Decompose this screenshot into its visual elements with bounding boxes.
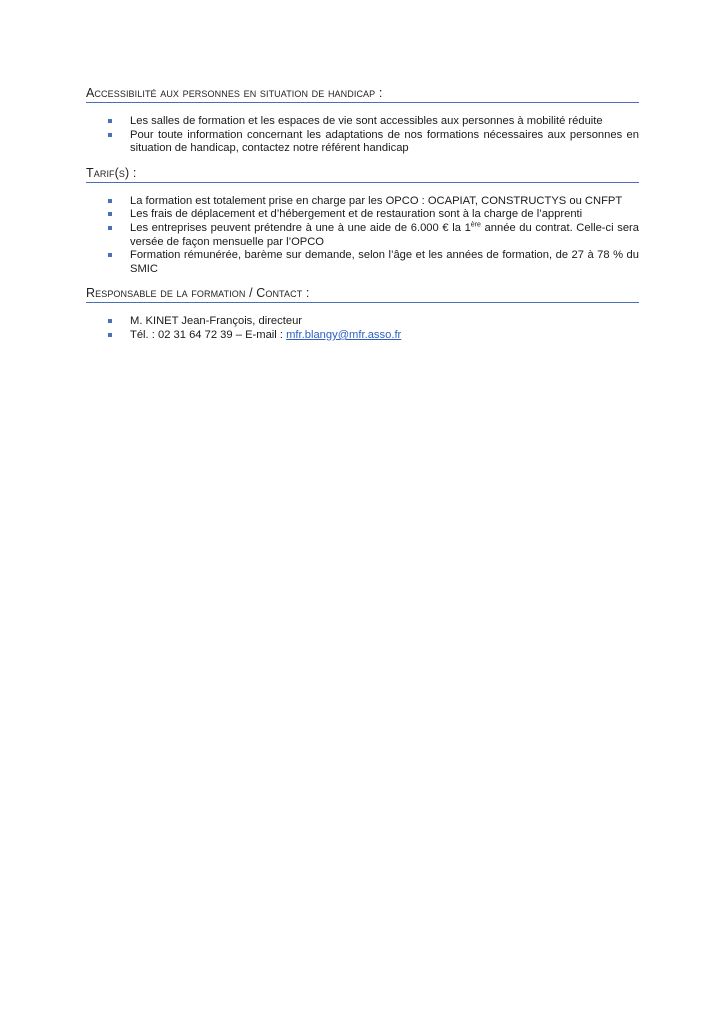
- list-item: Les salles de formation et les espaces de vie sont accessibles aux personnes à mobilité réduite: [130, 115, 639, 129]
- section-accessibility: [86, 86, 639, 156]
- bullet-list: [86, 195, 639, 277]
- section-heading: Responsable de la formation / Contact :: [86, 286, 639, 303]
- square-bullet-icon: [108, 226, 112, 230]
- bullet-list: [86, 115, 639, 156]
- square-bullet-icon: [108, 199, 112, 203]
- superscript: ère: [470, 221, 481, 229]
- list-item: Tél. : 02 31 64 72 39 – E-mail : mfr.blangy@mfr.asso.fr: [130, 329, 639, 343]
- list-item: La formation est totalement prise en charge par les OPCO : OCAPIAT, CONSTRUCTYS ou CNFPT: [130, 195, 639, 209]
- list-item: Les entreprises peuvent prétendre à une à une aide de 6.000 € la 1ère année du contrat. Celle-ci sera versée de façon mensuelle par l’OPCO: [130, 222, 639, 249]
- square-bullet-icon: [108, 253, 112, 257]
- section-heading: Tarif(s) :: [86, 166, 639, 183]
- list-item: M. KINET Jean-François, directeur: [130, 315, 639, 329]
- document-content: [86, 86, 639, 353]
- list-item: Pour toute information concernant les adaptations de nos formations nécessaires aux personnes en situation de handicap, contactez notre référent handicap: [130, 129, 639, 156]
- square-bullet-icon: [108, 319, 112, 323]
- square-bullet-icon: [108, 333, 112, 337]
- email-link[interactable]: mfr.blangy@mfr.asso.fr: [286, 328, 402, 341]
- list-item: Les frais de déplacement et d’hébergement et de restauration sont à la charge de l’apprenti: [130, 208, 639, 222]
- section-tarifs: [86, 166, 639, 277]
- bullet-list: [86, 315, 639, 342]
- square-bullet-icon: [108, 212, 112, 216]
- list-item: Formation rémunérée, barème sur demande, selon l’âge et les années de formation, de 27 à 78 % du SMIC: [130, 249, 639, 276]
- section-heading: Accessibilité aux personnes en situation de handicap :: [86, 86, 639, 103]
- square-bullet-icon: [108, 133, 112, 137]
- square-bullet-icon: [108, 119, 112, 123]
- section-contact: [86, 286, 639, 342]
